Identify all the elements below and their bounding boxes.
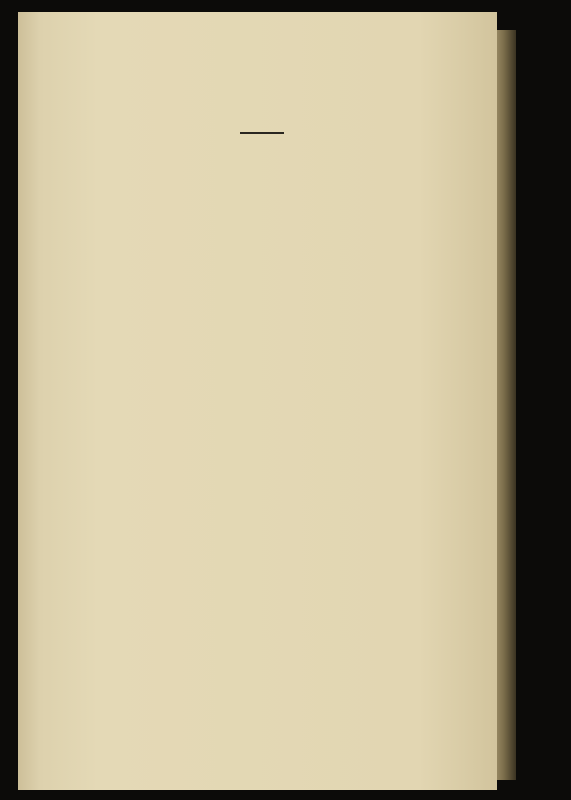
page-number-rule [240,132,284,134]
book-page [18,12,497,790]
